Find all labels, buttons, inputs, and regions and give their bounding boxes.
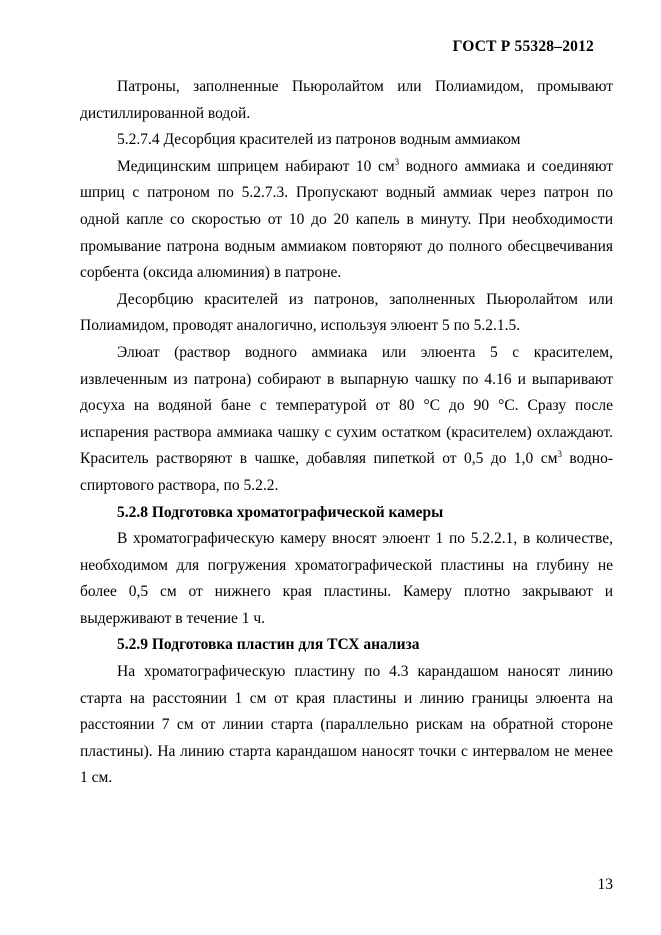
paragraph-syringe-part2: водного аммиака и соединяют шприц с патроном по 5.2.7.3. Пропускают водный аммиак через патрон по одной капле со скоростью от 10 до 20 капель в минуту. При необходимости промывание патрона водным аммиаком повторяют до полного обесцвечивания сорбента (оксида алюминия) в патроне.	[80, 157, 613, 282]
paragraph-eluate-part1: Элюат (раствор водного аммиака или элюента 5 с красителем, извлеченным из патрона) собирают в выпарную чашку по 4.16 и выпаривают досуха на водяной бане с температурой от 80 °C до 90 °C. Сразу после испарения раствора аммиака чашку с сухим остатком (красителем) охлаждают. Краситель растворяют в чашке, добавляя пипеткой от 0,5 до 1,0 см	[80, 343, 613, 468]
paragraph-plates: На хроматографическую пластину по 4.3 карандашом наносят линию старта на расстоянии 1 см от края пластины и линию границы элюента на расстоянии 7 см от линии старта (параллельно рискам на обратной стороне пластины). На линию старта карандашом наносят точки с интервалом не менее 1 см.	[80, 663, 613, 787]
paragraph-syringe	[80, 154, 613, 287]
section-5-2-9-heading: 5.2.9 Подготовка пластин для ТСХ анализа	[117, 636, 420, 654]
paragraph-syringe-part1: Медицинским шприцем набирают 10 см	[117, 157, 395, 175]
paragraph-rinse: Патроны, заполненные Пьюролайтом или Полиамидом, промывают дистиллированной водой.	[80, 78, 613, 122]
paragraph-chamber: В хроматографическую камеру вносят элюент 1 по 5.2.2.1, в количестве, необходимом для погружения хроматографической пластины на глубину не более 0,5 см от нижнего края пластины. Камеру плотно закрывают и выдерживают в течение 1 ч.	[80, 530, 613, 627]
section-5-2-7-4-title: 5.2.7.4 Десорбция красителей из патронов водным аммиаком	[117, 131, 521, 149]
section-5-2-8-heading: 5.2.8 Подготовка хроматографической камеры	[117, 503, 444, 521]
page-number: 13	[597, 876, 613, 893]
paragraph-desorption-similar: Десорбцию красителей из патронов, заполненных Пьюролайтом или Полиамидом, проводят аналогично, используя элюент 5 по 5.2.1.5.	[80, 290, 613, 335]
document-header: ГОСТ Р 55328–2012	[452, 38, 594, 55]
document-body	[80, 74, 613, 792]
superscript-cubic: 3	[394, 156, 400, 167]
paragraph-eluate	[80, 340, 613, 500]
superscript-cubic: 3	[557, 449, 562, 460]
paragraph-eluate-part2: водно-спиртового раствора, по 5.2.2.	[80, 450, 613, 494]
